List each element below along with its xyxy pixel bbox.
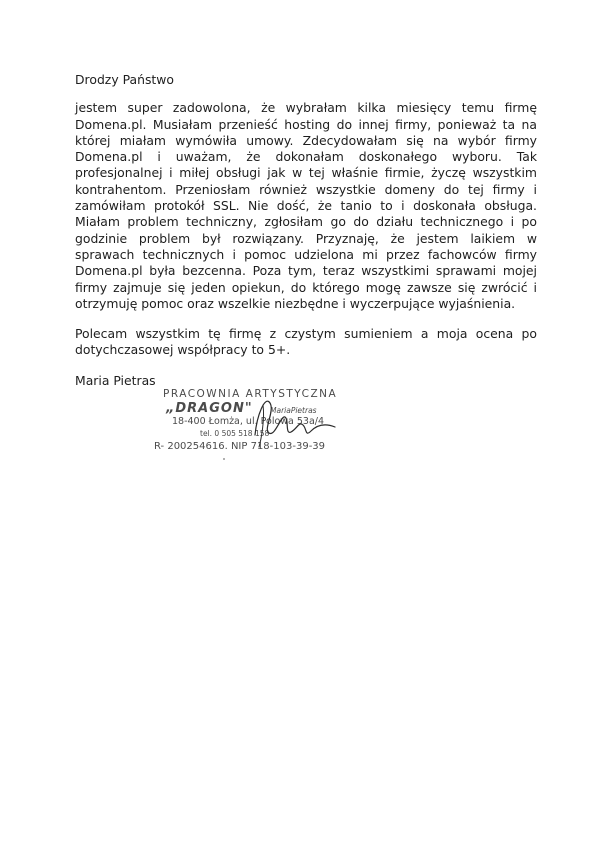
text-line: kontrahentom. Przeniosłam również wszystkie domeny do tej firmy i bbox=[75, 181, 537, 197]
company-stamp bbox=[154, 385, 345, 455]
text-line: zamówiłam protokół SSL. Nie dość, że tanio to i doskonała obsługa. bbox=[75, 198, 537, 214]
signature-name: Maria Pietras bbox=[75, 372, 156, 388]
stamp-line-company: PRACOWNIA ARTYSTYCZNA bbox=[163, 388, 338, 400]
text-line: firmy zajmuje się jeden opiekun, do którego mogę zawsze się zwrócić i bbox=[75, 279, 537, 295]
scan-speck bbox=[223, 458, 225, 460]
greeting: Drodzy Państwo bbox=[75, 72, 174, 87]
stamp-line-owner: MariaPietras bbox=[270, 406, 317, 415]
text-line: Miałam problem techniczny, zgłosiłam go do działu technicznego i po bbox=[75, 214, 537, 230]
text-line: Domena.pl była bezcenna. Poza tym, teraz wszystkimi sprawami mojej bbox=[75, 263, 537, 279]
paragraph-main bbox=[75, 100, 537, 312]
text-line: godzinie problem był rozwiązany. Przyznaję, że jestem laikiem w bbox=[75, 230, 537, 246]
text-line: Polecam wszystkim tę firmę z czystym sumieniem a moja ocena po bbox=[75, 326, 537, 342]
text-line: jestem super zadowolona, że wybrałam kilka miesięcy temu firmę bbox=[75, 100, 537, 116]
stamp-line-phone: tel. 0 505 518 158 bbox=[200, 429, 270, 438]
text-line: profesjonalnej i miłej obsługi jak w tej właśnie firmie, życzę wszystkim bbox=[75, 165, 537, 181]
text-line: otrzymuję pomoc oraz wszelkie niezbędne i wyczerpujące wyjaśnienia. bbox=[75, 295, 516, 311]
stamp-line-registry: R- 200254616. NIP 718-103-39-39 bbox=[154, 441, 326, 452]
text-line: sprawach technicznych i pomoc udzielona mi przez fachowców firmy bbox=[75, 246, 537, 262]
letter-body bbox=[75, 72, 537, 389]
text-line: dotychczasowej współpracy to 5+. bbox=[75, 342, 291, 358]
text-line: Domena.pl. Musiałam przenieść hosting do innej firmy, ponieważ ta na bbox=[75, 116, 537, 132]
handwritten-signature bbox=[235, 385, 355, 455]
text-line: Domena.pl i uważam, że dokonałam doskonałego wyboru. Tak bbox=[75, 149, 537, 165]
stamp-line-address: 18-400 Łomża, ul. Polowa 53a/4 bbox=[172, 416, 325, 427]
text-line: której miałam wymówiła umowy. Zdecydowałam się na wybór firmy bbox=[75, 132, 537, 148]
paragraph-recommendation bbox=[75, 326, 537, 359]
stamp-line-brand: „DRAGON" bbox=[166, 401, 253, 416]
